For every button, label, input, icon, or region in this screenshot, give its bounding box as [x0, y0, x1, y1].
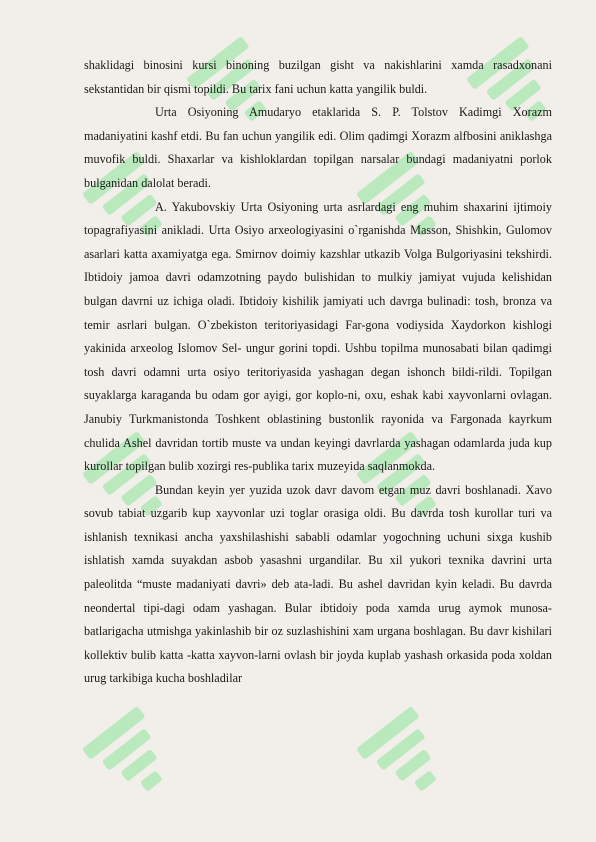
- document-page: [84, 54, 552, 691]
- paragraph-ice-age: Bundan keyin yer yuzida uzok davr davom etgan muz davri boshlanadi. Xavo sovub tabiat uzgarib kup xayvonlar uzi toglar orasiga oldi. Bu davrda tosh kurollar turi va ishlanish texnikasi ancha yaxshilashishi sababli odamlar yogochning uchuni sixga kushib ishlatish xamda suyakdan asbob yasashni urgandilar. Bu xil yukori texnika davrini urta paleolitda “muste madaniyati davri» deb ata-ladi. Bu ashel davridan kyin keladi. Bu davrda neondertal tipi-dagi odam yashagan. Bular ibtidoiy poda xamda urug aymok munosa-batlarigacha utmishga yakinlashib bir oz suzlashishini xam urgana boshlagan. Bu davr kishilari kollektiv bulib katta -katta xayvon-larni ovlash bir joyda kuplab yashash orkasida poda xoldan urug tarkibiga kucha boshladilar: [84, 482, 552, 686]
- paragraph-continuation: shaklidagi binosini kursi binoning buzilgan gisht va nakishlarini xamda rasadxonani sekstantidan bir qismi topildi. Bu tarix fani uchun katta yangilik buldi.: [84, 58, 552, 96]
- watermark-logo-icon: [350, 690, 460, 820]
- watermark-logo-icon: [76, 690, 186, 820]
- paragraph-tolstov: Urta Osiyoning Amudaryo etaklarida S. P. Tolstov Kadimgi Xorazm madaniyatini kashf etdi. Bu fan uchun yangilik edi. Olim qadimgi Xorazm alfbosini aniklashga muvofik buldi. Shaxarlar va kishloklardan topilgan narsalar bundagi madaniyatni porlok bulganidan dalolat beradi.: [84, 105, 552, 190]
- paragraph-yakubovskiy: A. Yakubovskiy Urta Osiyoning urta asrlardagi eng muhim shaxarini ijtimoiy topagrafiyasini anikladi. Urta Osiyo arxeologiyasini o`rganishda Masson, Shishkin, Gulomov asarlari katta axamiyatga ega. Smirnov doimiy kazshlar utkazib Volga Bulgoriyasini tekshirdi. Ibtidoiy jamoa davri odamzotning paydo bulishidan to mulkiy jamiyat vujuda kelishidan bulgan davrni uz ichiga oladi. Ibtidoiy kishilik jamiyati uch davrga bulinadi: tosh, bronza va temir asrlari bulgan. O`zbekiston teritoriyasidagi Far-gona vodiysida Xaydorkon kishlogi yakinida arxeolog Islomov Sel- ungur gorini topdi. Ushbu topilma munosabati bilan qadimgi tosh davri odamni urta osiyo teritoriyasida yashagan degan ishonch bildi-rildi. Topilgan suyaklarga karaganda bu odam gor ayigi, gor koplo-ni, oxu, eshak kabi xayvonlarni ovlagan. Janubiy Turkmanistonda Toshkent oblastining bustonlik rayonida va Fargonada kayrkum chulida Ashel davridan tortib muste va undan keyingi davrlarda yashagan odamlarda juda kup kurollar topilgan bulib xozirgi res-publika tarix muzeyida saqlanmokda.: [84, 199, 552, 474]
